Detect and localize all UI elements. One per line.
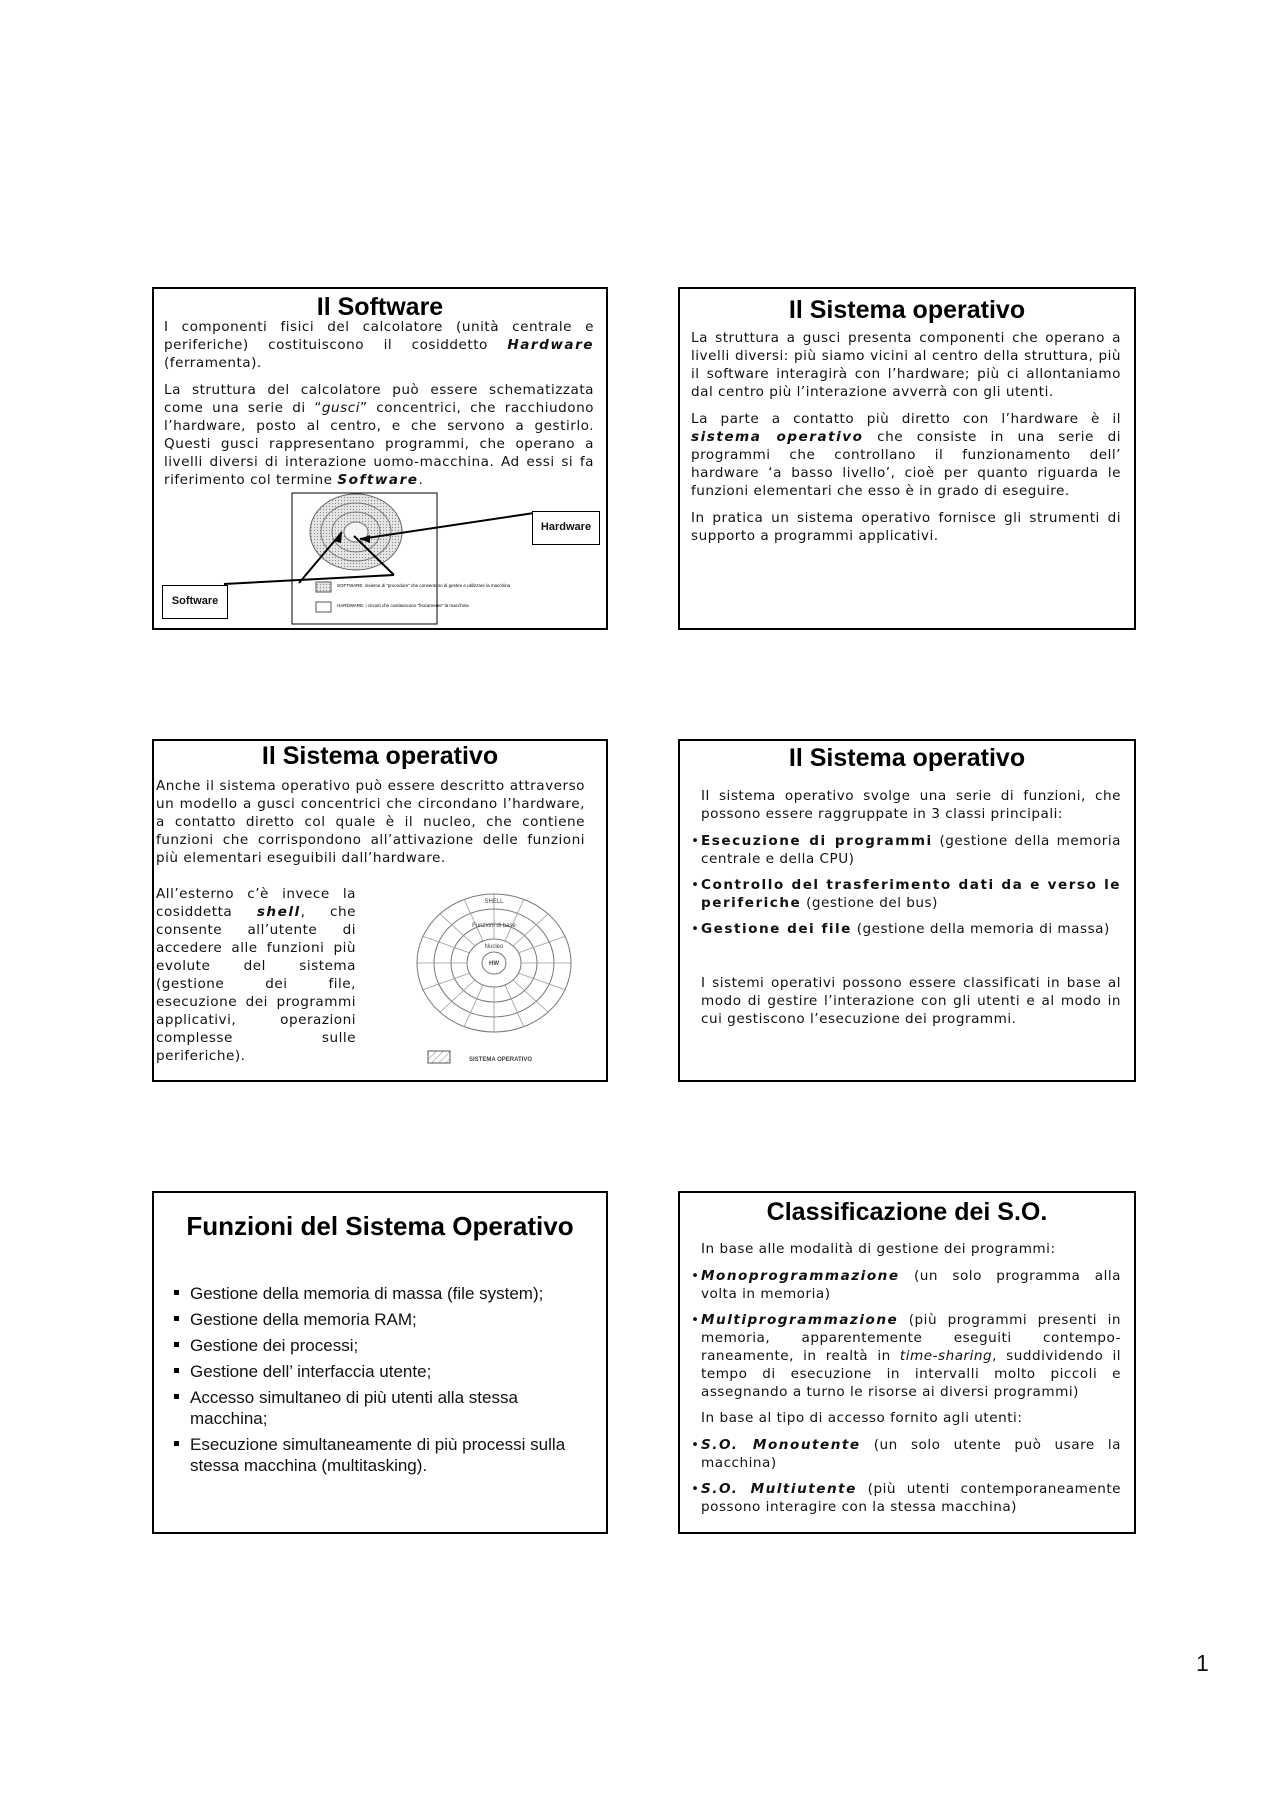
list-item: Gestione della memoria di massa (file system); [172,1283,590,1304]
list-item: • Gestione dei file (gestione della memoria di massa) [691,920,1121,938]
hw-label: HW [489,961,499,967]
slide-funzioni [152,1191,608,1534]
slide-body-top: Anche il sistema operativo può essere descritto attraverso un modello a gusci concentrici che circondano l’hardware, a contatto diretto col quale è il nucleo, che contiene funzioni che corrispondono all’attivazione delle funzioni più elementari eseguibili dall’hardware. [156,778,585,866]
slide-title: Il Sistema operativo [788,744,1026,772]
list-item: • Esecuzione di programmi (gestione della memoria centrale e della CPU) [691,832,1121,868]
slide-il-software [152,287,608,630]
legend-software-text: SOFTWARE: insieme di “procedure” che consentono di gestire e utilizzare la macchina [337,583,511,588]
slide-sistema-operativo-1 [678,287,1136,630]
list-item: • Multiprogrammazione (più programmi presenti in memoria, apparentemente eseguiti contempo-raneamente, in realtà in time-sharing, suddividendo il tempo di esecuzione in intervalli molto piccoli e assegnando a turno le risorse ai diversi programmi) [691,1311,1121,1401]
funzioni-label: Funzioni di base [472,923,516,929]
shells-diagram [154,289,608,630]
slide-title: Il Software [316,293,444,321]
slide-title: Il Sistema operativo [788,296,1026,324]
slide-sistema-operativo-2 [152,739,608,1082]
software-label: Software [162,585,228,619]
list-item: • Monoprogrammazione (un solo programma alla volta in memoria) [691,1267,1121,1303]
list-item: Gestione dei processi; [172,1335,590,1356]
list-item: Gestione dell’ interfaccia utente; [172,1361,590,1382]
shell-label: SHELL [484,899,504,905]
slide-title: Classificazione dei S.O. [766,1198,1048,1226]
legend-hardware-text: HARDWARE: i circuiti che costituiscono “fisicamente” la macchina [337,603,469,608]
slide-classificazione [678,1191,1136,1534]
page-number: 1 [1196,1650,1209,1676]
slide-title: Il Sistema operativo [261,742,499,770]
list-item: Esecuzione simultaneamente di più processi sulla stessa macchina (multitasking). [172,1434,590,1476]
list-item: Accesso simultaneo di più utenti alla stessa macchina; [172,1387,590,1429]
functions-list [172,1283,590,1481]
list-item: Gestione della memoria RAM; [172,1309,590,1330]
legend-label: SISTEMA OPERATIVO [469,1057,533,1063]
slide-body-left: All’esterno c’è invece la cosiddetta shell, che consente all’utente di accedere alle funzioni più evolute del sistema (gestione dei file, esecuzione dei programmi applicativi, operazioni complesse sulle periferiche). [156,886,356,1064]
os-shells-diagram [394,881,604,1077]
nucleo-label: Nucleo [484,944,504,950]
hardware-label: Hardware [532,511,600,545]
list-item: • S.O. Monoutente (un solo utente può usare la macchina) [691,1436,1121,1472]
slide-body: La struttura a gusci presenta componenti che operano a livelli diversi: più siamo vicini al centro della struttura, più il software interagirà con l’hardware; più ci allontaniamo dal centro più l’interazione avverrà con gli utenti. La parte a contatto più diretto con l’hardware è il sistema operativo che consiste in una serie di programmi che controllano il funzionamento dell’ hardware ‘a basso livello’, cioè per quanto riguarda le funzioni elementari che esso è in grado di eseguire. In pratica un sistema operativo fornisce gli strumenti di supporto a programmi applicativi. [691,330,1121,544]
slide-body: In base alle modalità di gestione dei programmi: • Monoprogrammazione (un solo programma alla volta in memoria) • Multiprogrammazione (più programmi presenti in memoria, apparentemente eseguiti contempo-raneamente, in realtà in time-sharing, suddividendo il tempo di esecuzione in intervalli molto piccoli e assegnando a turno le risorse ai diversi programmi) In base al tipo di accesso fornito agli utenti: • S.O. Monoutente (un solo utente può usare la macchina) • S.O. Multiutente (più utenti contemporaneamente possono interagire con la stessa macchina) [691,1240,1121,1524]
list-item: • S.O. Multiutente (più utenti contemporaneamente possono interagire con la stessa macchina) [691,1480,1121,1516]
slide-body: Il sistema operativo svolge una serie di funzioni, che possono essere raggruppate in 3 classi principali: • Esecuzione di programmi (gestione della memoria centrale e della CPU) • Controllo del trasferimento dati da e verso le periferiche (gestione del bus) • Gestione dei file (gestione della memoria di massa) I sistemi operativi possono essere classificati in base al modo di gestire l’interazione con gli utenti e al modo in cui gestiscono l’esecuzione dei programmi. [691,787,1121,1037]
list-item: • Controllo del trasferimento dati da e verso le periferiche (gestione del bus) [691,876,1121,912]
slide-body: I componenti fisici del calcolatore (unità centrale e periferiche) costituiscono il cosiddetto Hardware (ferramenta). La struttura del calcolatore può essere schematizzata come una serie di “gusci” concentrici, che racchiudono l’hardware, posto al centro, e che servono a gestirlo. Questi gusci rappresentano programmi, che operano a livelli diversi di interazione uomo-macchina. Ad essi si fa riferimento col termine Software. [164,319,594,488]
slide-sistema-operativo-3 [678,739,1136,1082]
slide-title: Funzioni del Sistema Operativo [186,1211,574,1241]
